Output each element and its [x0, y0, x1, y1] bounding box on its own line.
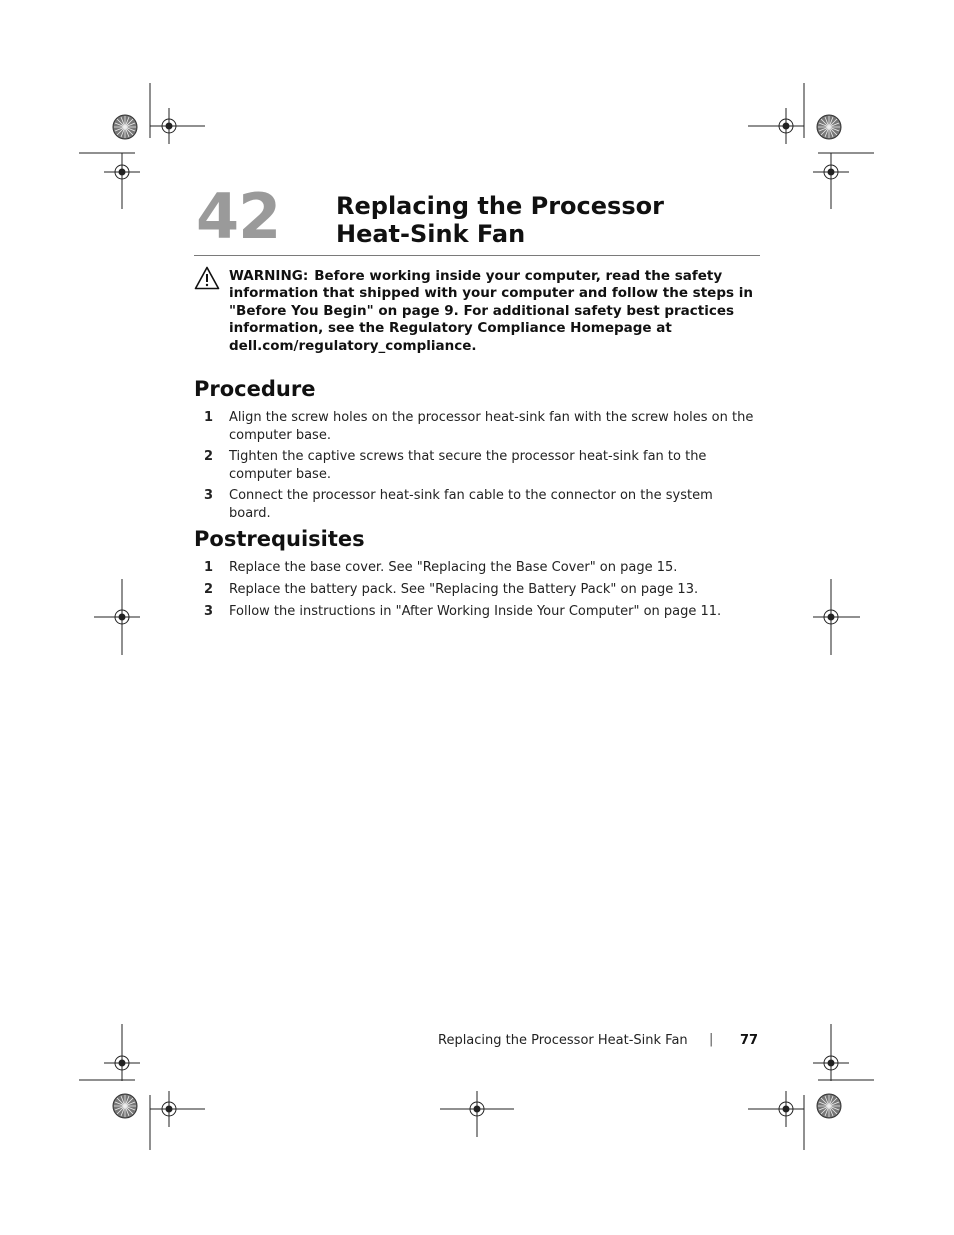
registration-mark-top-left — [79, 83, 205, 209]
warning-label: WARNING: — [229, 268, 309, 284]
postrequisite-step — [194, 581, 760, 599]
step-text: Replace the battery pack. See "Replacing the Battery Pack" on page 13. — [229, 582, 699, 597]
step-number: 2 — [203, 582, 213, 597]
registration-mark-bottom-center — [440, 1091, 514, 1137]
warning-notice — [229, 268, 759, 355]
registration-mark-bottom-left — [79, 1024, 205, 1150]
procedure-heading: Procedure — [194, 377, 316, 401]
step-text: Follow the instructions in "After Working Inside Your Computer" on page 11. — [229, 604, 722, 619]
title-divider — [194, 255, 760, 256]
procedure-step — [194, 448, 760, 484]
registration-mark-mid-right — [813, 579, 860, 655]
postrequisites-heading: Postrequisites — [194, 527, 365, 551]
registration-mark-top-right — [748, 83, 874, 209]
footer-separator: | — [709, 1032, 714, 1047]
page-number: 77 — [740, 1033, 759, 1048]
warning-triangle-icon — [194, 266, 220, 290]
procedure-step — [194, 487, 760, 521]
step-number: 1 — [203, 560, 213, 575]
registration-mark-mid-left — [94, 579, 140, 655]
chapter-title-line1: Replacing the Processor — [336, 192, 664, 220]
step-number: 3 — [203, 604, 213, 619]
chapter-title-line2: Heat-Sink Fan — [336, 220, 526, 248]
registration-mark-bottom-right — [748, 1024, 874, 1150]
footer-chapter-title: Replacing the Processor Heat-Sink Fan — [438, 1033, 688, 1048]
step-text: Align the screw holes on the processor heat-sink fan with the screw holes on the computer base. — [229, 410, 754, 443]
chapter-title — [336, 192, 664, 248]
step-number: 2 — [203, 449, 213, 464]
procedure-step — [194, 409, 760, 445]
step-text: Tighten the captive screws that secure the processor heat-sink fan to the computer base. — [229, 449, 707, 482]
step-number: 3 — [203, 488, 213, 503]
postrequisite-step — [194, 559, 760, 577]
step-text: Connect the processor heat-sink fan cable to the connector on the system board. — [229, 488, 713, 521]
warning-body: Before working inside your computer, read the safety information that shipped with your computer and follow the steps in "Before You Begin" on page 9. For additional safety best practices information, see the Regulatory Compliance Homepage at dell.com/regulatory_compliance. — [229, 268, 753, 354]
step-text: Replace the base cover. See "Replacing the Base Cover" on page 15. — [229, 560, 678, 575]
chapter-number: 42 — [196, 180, 281, 253]
step-number: 1 — [203, 410, 213, 425]
postrequisite-step — [194, 603, 760, 621]
